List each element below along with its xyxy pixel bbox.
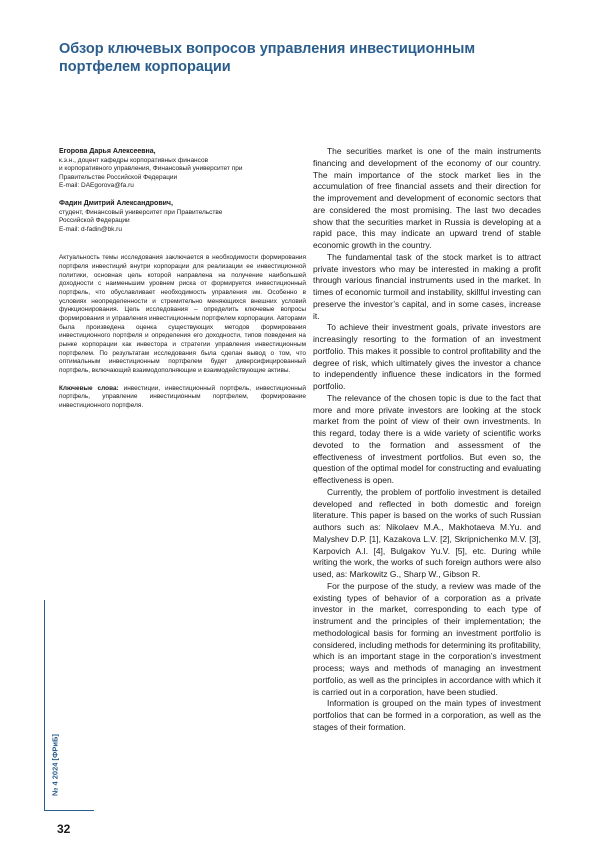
author-name: Фадин Дмитрий Александрович, [59,199,173,207]
article-title: Обзор ключевых вопросов управления инвестиционным портфелем корпорации [59,41,476,75]
keywords-label: Ключевые слова: [59,384,119,392]
author-affiliation: и корпоративного управления, Финансовый университет при [59,165,243,173]
author-affiliation: Правительстве Российской Федерации [59,173,178,181]
left-column [59,148,306,411]
abstract: Актуальность темы исследования заключается в необходимости формирования портфеля инвестиций внутри корпорации для реализации ее инвестиционной политики, основная цель которой направлена на получение наибольшей доходности с наименьшим уровнем риска от формируется инвестиционный портфель, что обуславливает необходимость управления им. Особенно в условиях неопределенности и стремительно меняющихся внешних условий функционирования. Цель исследования – определить ключевые вопросы формирования и управления инвестиционным портфелем корпорации. Авторами была произведена оценка существующих методов формирования инвестиционного портфеля и определения его доходности, типов поведения на рынке корпорации как инвестора и стратегии управления инвестиционным портфелем. По результатам исследования была сделан вывод о том, что оптимальным инвестиционным портфелем будет диверсифицированный портфель, включающий взаимодополняющие и взаимодействующие активы. [59,254,306,374]
author-email: E-mail: d-fadin@bk.ru [59,225,122,233]
keywords [59,385,306,411]
author-block [59,200,306,234]
keywords-text: инвестиции, инвестиционный портфель, инвестиционный портфель, управление инвестиционным портфелем, формирование инвестиционного портфеля. [59,384,306,409]
body-paragraph: Currently, the problem of portfolio investment is detailed developed and reflected in both domestic and foreign literature. This paper is based on the works of such Russian authors such as: Nikolaev M.A., Makhotaeva M.Yu. and Malyshev D.P. [1], Kazakova L.V. [2], Skripnichenko M.V. [3], Karpovich A.I. [4], Bulgakov Yu.V. [5], etc. During while writing the work, the works of such foreign authors were also used, as: Markowitz G., Sharp W., Gibson R. [313,486,541,579]
body-paragraph: The relevance of the chosen topic is due to the fact that more and more private investors are looking at the stock market from the point of view of their own investments. In this regard, today there is a wide variety of scientific works devoted to the formation and assessment of the effectiveness of investment portfolios. But even so, the question of the optimal model for constructing and evaluating effectiveness is open. [313,392,541,485]
author-block [59,148,306,191]
author-name: Егорова Дарья Алексеевна, [59,148,156,155]
issue-label: № 4 2024 [ФРиБ] [50,734,60,796]
page-number: 32 [57,822,71,836]
author-affiliation: студент, Финансовый университет при Правительстве [59,208,223,216]
author-email: E-mail: DAEgorova@fa.ru [59,182,134,190]
body-text [313,146,541,734]
body-paragraph: Information is grouped on the main types of investment portfolios that can be formed in a corporation, as well as the stages of their formation. [313,698,541,732]
body-paragraph: The securities market is one of the main instruments financing and development of the economy of our country. The main importance of the stock market lies in the accumulation of free financial assets and their direction for the improvement and development of economic sectors that are considered the most promising. The last two decades show that the securities market in Russia is developing at a rapid pace, this may indicate an upward trend of stable economic growth in the country. [313,146,541,250]
footer-rule [44,810,94,811]
author-affiliation: Российской Федерации [59,217,130,225]
author-affiliation: к.э.н., доцент кафедры корпоративных финансов [59,156,209,164]
body-paragraph: For the purpose of the study, a review was made of the existing types of behavior of a corporation as a private investor in the market, corresponding to each type of instrument and the principles of their implementation; the methodological basis for forming an investment portfolio is considered, including methods for determining its profitability, which is an important stage in the corporation’s investment process; ways and methods of managing an investment portfolio, as well as the principles in accordance with which it is carried out in a corporation, have been studied. [313,580,541,697]
body-paragraph: The fundamental task of the stock market is to attract private investors who may be interested in making a profit through various financial instruments used in the market. In times of economic turmoil and instability, skillful investing can preserve the investor’s capital, and in some cases, increase it. [313,251,541,321]
body-paragraph: To achieve their investment goals, private investors are increasingly resorting to the formation of an investment portfolio. This makes it possible to control profitability and the degree of risk, which ultimately gives the investor a chance to independently influence these indicators in the formed portfolio. [313,322,541,391]
spine-rule [44,600,45,810]
